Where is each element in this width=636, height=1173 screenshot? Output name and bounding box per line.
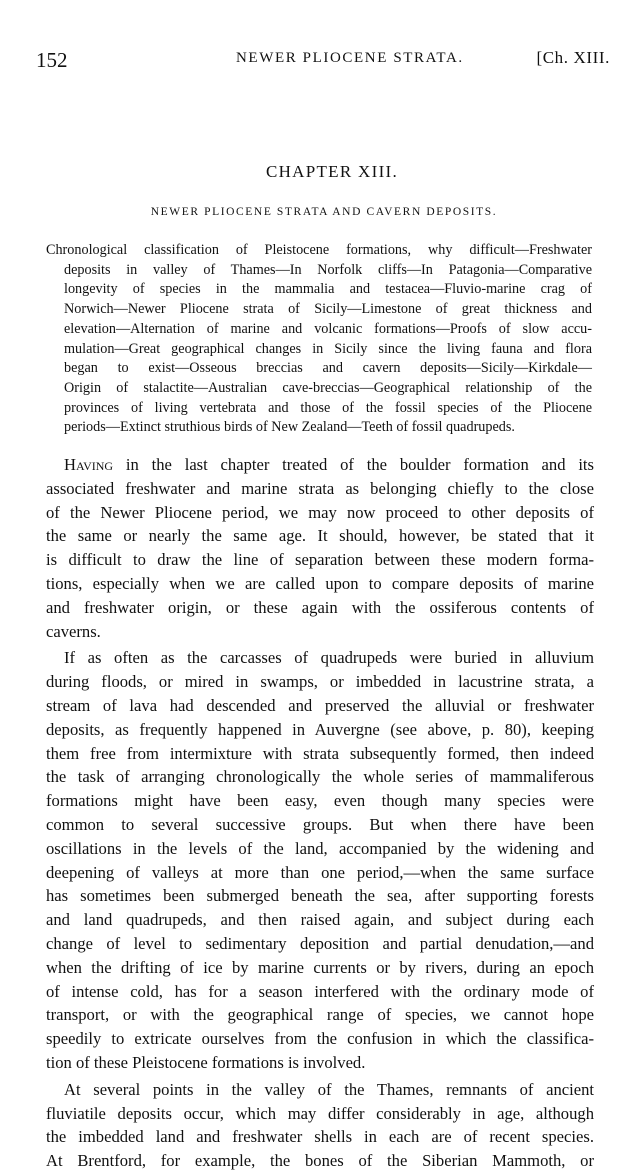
body-text	[46, 453, 594, 1173]
paragraph-line: tion of these Pleistocene formations is involved.	[46, 1052, 366, 1072]
summary-line: began to exist—Osseous breccias and cavern deposits—Sicily—Kirkdale—	[64, 360, 592, 377]
running-header	[36, 48, 610, 74]
paragraph-line-text: in the last chapter treated of the boulder formation and its	[125, 455, 594, 474]
paragraph-line: during floods, or mired in swamps, or imbedded in lacustrine strata, a	[46, 672, 594, 692]
summary-line: longevity of species in the mammalia and testacea—Fluvio-marine crag of	[64, 281, 592, 298]
paragraph-line: stream of lava had descended and preserved the alluvial or freshwater	[46, 695, 594, 715]
paragraph-line: the same or nearly the same age. It should, however, be stated that it	[46, 526, 594, 546]
paragraph-line: deposits, as frequently happened in Auvergne (see above, p. 80), keeping	[46, 719, 594, 739]
summary-line: Chronological classification of Pleistocene formations, why difficult—Freshwater	[46, 242, 592, 258]
chapter-subtitle: NEWER PLIOCENE STRATA AND CAVERN DEPOSITS.	[150, 206, 498, 218]
paragraph-line: has sometimes been submerged beneath the sea, after supporting forests	[46, 886, 594, 906]
paragraph-line: the imbedded land and freshwater shells in each are of recent species.	[46, 1127, 594, 1147]
running-title: NEWER PLIOCENE STRATA.	[236, 50, 464, 66]
summary-line: mulation—Great geographical changes in Sicily since the living fauna and flora	[64, 340, 592, 357]
paragraph-line: formations might have been easy, even though many species were	[46, 791, 594, 811]
paragraph-line	[46, 453, 594, 477]
paragraph-line: If as often as the carcasses of quadrupeds were buried in alluvium	[64, 648, 594, 668]
chapter-title: CHAPTER XIII.	[265, 162, 399, 181]
chapter-summary	[46, 241, 592, 438]
paragraph-line: speedily to extricate ourselves from the confusion in which the classifica-	[46, 1029, 594, 1049]
paragraph-line: tions, especially when we are called upon to compare deposits of marine	[46, 573, 594, 593]
paragraph-line: when the drifting of ice by marine currents or by rivers, during an epoch	[46, 957, 594, 977]
summary-line: Norwich—Newer Pliocene strata of Sicily—Limestone of great thickness and	[64, 301, 592, 318]
page-number: 152	[36, 48, 68, 72]
paragraph-line: oscillations in the levels of the land, accompanied by the widening and	[46, 838, 594, 858]
paragraph-line: associated freshwater and marine strata as belonging chiefly to the close	[46, 478, 594, 498]
paragraph-opening-word: Having	[64, 455, 114, 474]
paragraph-line: is difficult to draw the line of separation between these modern forma-	[46, 550, 594, 570]
paragraph-line: transport, or with the geographical range of species, we cannot hope	[46, 1005, 594, 1025]
paragraph-line: and land quadrupeds, and then raised again, and subject during each	[46, 910, 594, 930]
paragraph-line: the task of arranging chronologically the whole series of mammaliferous	[46, 767, 594, 787]
summary-line: Origin of stalactite—Australian cave-breccias—Geographical relationship of the	[64, 379, 592, 396]
paragraph-line: of the Newer Pliocene period, we may now proceed to other deposits of	[46, 502, 594, 522]
paragraph-line: deepening of valleys at more than one period,—when the same surface	[46, 862, 594, 882]
paragraph-line: fluviatile deposits occur, which may differ considerably in age, although	[46, 1103, 594, 1123]
summary-line: deposits in valley of Thames—In Norfolk cliffs—In Patagonia—Comparative	[64, 261, 592, 278]
summary-line: elevation—Alternation of marine and volcanic formations—Proofs of slow accu-	[64, 320, 592, 337]
paragraph-line: caverns.	[46, 621, 101, 641]
paragraph-line: common to several successive groups. But when there have been	[46, 814, 594, 834]
paragraph-line: At Brentford, for example, the bones of the Siberian Mammoth, or	[46, 1151, 594, 1171]
paragraph-line: change of level to sedimentary deposition and partial denudation,—and	[46, 933, 594, 953]
summary-line: periods—Extinct struthious birds of New Zealand—Teeth of fossil quadrupeds.	[64, 419, 515, 436]
paragraph-line: and freshwater origin, or these again with the ossiferous contents of	[46, 597, 594, 617]
chapter-reference: [Ch. XIII.	[536, 48, 610, 67]
paragraph-line: them free from intermixture with strata subsequently formed, then indeed	[46, 743, 594, 763]
paragraph-line: At several points in the valley of the Thames, remnants of ancient	[64, 1079, 594, 1099]
paragraph-line: of intense cold, has for a season interfered with the ordinary mode of	[46, 981, 594, 1001]
summary-line: provinces of living vertebrata and those of the fossil species of the Pliocene	[64, 399, 592, 416]
